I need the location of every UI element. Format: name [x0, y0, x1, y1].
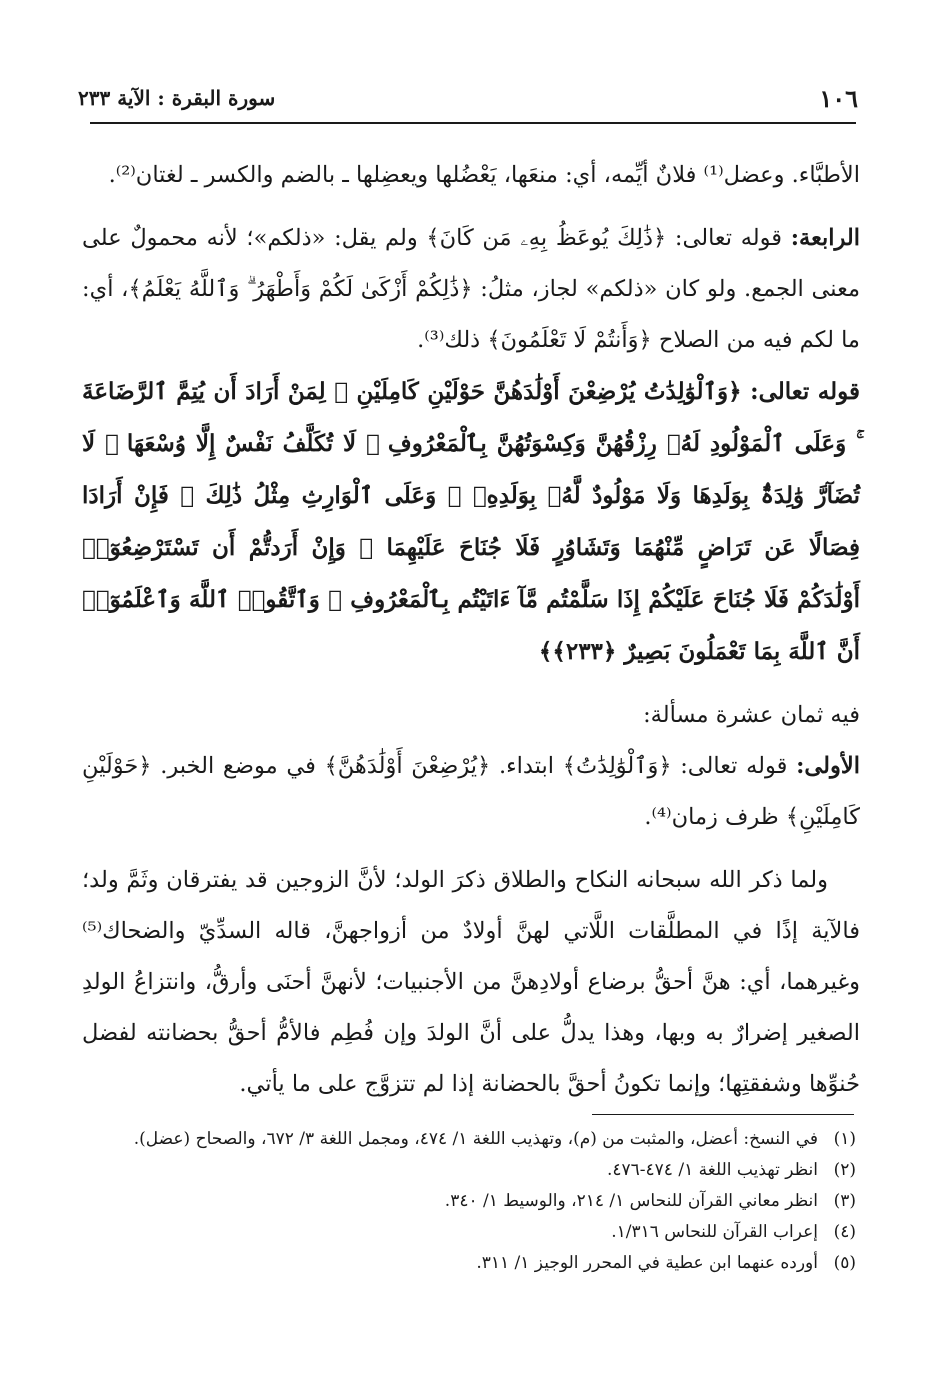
page-header — [78, 82, 858, 118]
quran-verse-text: ﴿وَٱلْوَٰلِدَٰتُ يُرْضِعْنَ أَوْلَٰدَهُنَّ حَوْلَيْنِ كَامِلَيْنِ ۖ لِمَنْ أَرَادَ أَن يُتِمَّ ٱلرَّضَاعَةَ ۚ وَعَلَى ٱلْمَوْلُودِ لَهُۥ رِزْقُهُنَّ وَكِسْوَتُهُنَّ بِٱلْمَعْرُوفِ ۚ لَا تُكَلَّفُ نَفْسٌ إِلَّا وُسْعَهَا ۚ لَا تُضَآرَّ وَٰلِدَةٌۢ بِوَلَدِهَا وَلَا مَوْلُودٌ لَّهُۥ بِوَلَدِهِۦ ۚ وَعَلَى ٱلْوَارِثِ مِثْلُ ذَٰلِكَ ۗ فَإِنْ أَرَادَا فِصَالًا عَن تَرَاضٍ مِّنْهُمَا وَتَشَاوُرٍ فَلَا جُنَاحَ عَلَيْهِمَا ۗ وَإِنْ أَرَدتُّمْ أَن تَسْتَرْضِعُوٓا۟ أَوْلَٰدَكُمْ فَلَا جُنَاحَ عَلَيْكُمْ إِذَا سَلَّمْتُم مَّآ ءَاتَيْتُم بِٱلْمَعْرُوفِ ۗ وَٱتَّقُوا۟ ٱللَّهَ وَٱعْلَمُوٓا۟ أَنَّ ٱللَّهَ بِمَا تَعْمَلُونَ بَصِيرٌ ﴿٢٣٣﴾﴾ — [82, 378, 860, 665]
quran-verse-block — [82, 366, 860, 678]
footnote-number: (٥) — [833, 1253, 856, 1273]
paragraph-ula — [82, 741, 860, 843]
main-text — [82, 150, 860, 1110]
paragraph-rabia-text: قوله تعالى: ﴿ذَٰلِكَ يُوعَظُ بِهِۦ مَن كَانَ﴾ ولم يقل: «ذلكم»؛ لأنه محمولٌ على معنى الجمع. ولو كان «ذلكم» لجاز، مثلُ: ﴿ذَٰلِكُمْ أَزْكَىٰ لَكُمْ وَأَطْهَرُ ۗ وَٱللَّهُ يَعْلَمُ﴾، أي: ما لكم فيه من الصلاح ﴿وَأَنتُمْ لَا تَعْلَمُونَ﴾ ذلك⁽³⁾. — [82, 225, 860, 353]
running-title: سورة البقرة : الآية ٢٣٣ — [78, 86, 276, 110]
page-number: ١٠٦ — [819, 84, 858, 113]
footnote-number: (١) — [833, 1129, 856, 1149]
footnote-text: في النسخ: أعضل، والمثبت من (م)، وتهذيب اللغة ١/ ٤٧٤، ومجمل اللغة ٣/ ٦٧٢، والصحاح (عضل). — [133, 1129, 818, 1149]
footnote-number: (٢) — [833, 1160, 856, 1180]
header-rule — [90, 122, 856, 124]
footnote-item — [70, 1155, 856, 1186]
footnote-number: (٤) — [833, 1222, 856, 1242]
footnote-item — [70, 1248, 856, 1279]
issue-heading-fourth: الرابعة: — [790, 225, 860, 251]
paragraph-1: الأطبَّاء. وعضل⁽¹⁾ فلانٌ أيِّمه، أي: منعَها، يَعْضُلها ويعضِلها ـ بالضم والكسر ـ لغتان⁽²⁾. — [108, 162, 860, 188]
verse-heading: قوله تعالى: — [750, 378, 860, 405]
footnote-rule — [592, 1114, 854, 1115]
paragraph-masail: فيه ثمان عشرة مسألة: — [643, 702, 860, 728]
footnote-text: أورده عنهما ابن عطية في المحرر الوجيز ١/ ٣١١. — [476, 1253, 818, 1273]
paragraph-discussion: ولما ذكر الله سبحانه النكاح والطلاق ذكرَ الولد؛ لأنَّ الزوجين قد يفترقان وثَمَّ ولد؛ فالآية إذًا في المطلَّقات اللَّاتي لهنَّ أولادٌ من أزواجهنَّ، قاله السدِّيّ والضحاك⁽⁵⁾ وغيرهما، أي: هنَّ أحقُّ برضاع أولادِهنَّ من الأجنبيات؛ لأنهنَّ أحنَى وأرقُّ، وانتزاعُ الولدِ الصغير إضرارٌ به وبها، وهذا يدلُّ على أنَّ الولدَ وإن فُطِم فالأمُّ أحقُّ بحضانته لفضل حُنوِّها وشفقتِها؛ وإنما تكونُ أحقَّ بالحضانة إذا لم تتزوَّج على ما يأتي. — [82, 867, 860, 1097]
footnote-text: إعراب القرآن للنحاس ١/٣١٦. — [611, 1222, 818, 1242]
footnote-text: انظر تهذيب اللغة ١/ ٤٧٤-٤٧٦. — [606, 1160, 818, 1180]
footnote-item — [70, 1186, 856, 1217]
footnotes — [70, 1124, 856, 1279]
paragraph-ula-text: قوله تعالى: ﴿وَٱلْوَٰلِدَٰتُ﴾ ابتداء. ﴿يُرْضِعْنَ أَوْلَٰدَهُنَّ﴾ في موضع الخبر. ﴿حَوْلَيْنِ كَامِلَيْنِ﴾ ظرف زمان⁽⁴⁾. — [82, 753, 860, 830]
paragraph-rabia — [82, 213, 860, 366]
issue-heading-first: الأولى: — [796, 753, 860, 779]
footnote-number: (٣) — [833, 1191, 856, 1211]
footnote-item — [70, 1217, 856, 1248]
footnote-item — [70, 1124, 856, 1155]
footnote-text: انظر معاني القرآن للنحاس ١/ ٢١٤، والوسيط ١/ ٣٤٠. — [444, 1191, 818, 1211]
